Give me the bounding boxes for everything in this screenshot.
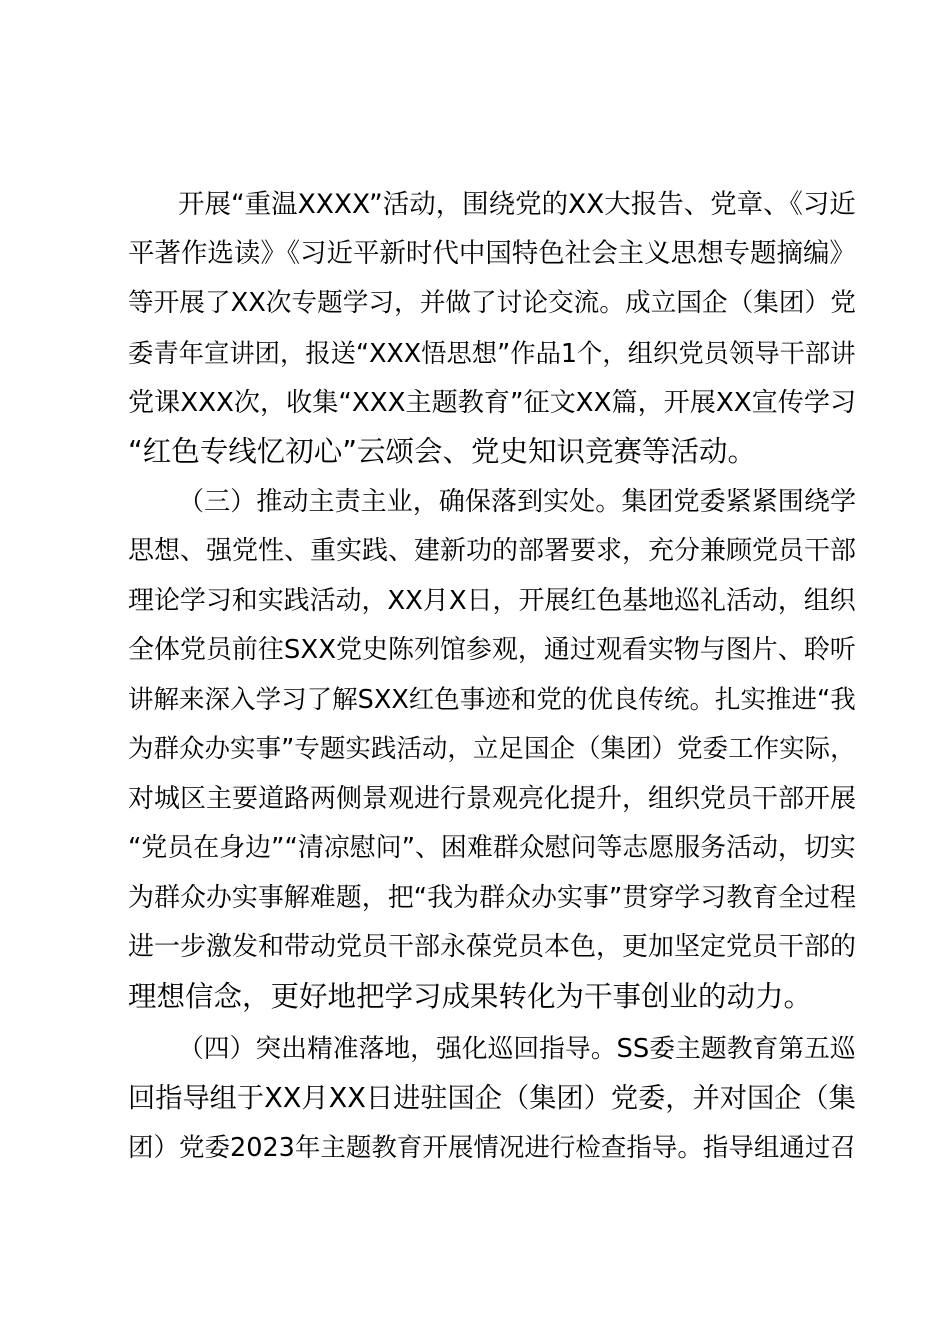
text-line <box>0 724 950 774</box>
line-text: 全体党员前往SXX党史陈列馆参观，通过观看实物与图片、聆听 <box>128 635 856 665</box>
line-text: “红色专线忆初心”云颂会、党史知识竞赛等活动。 <box>128 435 757 468</box>
text-line <box>0 1024 950 1074</box>
text-line <box>0 278 950 328</box>
line-text: 对城区主要道路两侧景观进行景观亮化提升，组织党员干部开展 <box>128 784 857 814</box>
line-text: 进一步激发和带动党员干部永葆党员本色，更加坚定党员干部的 <box>128 932 857 962</box>
text-line <box>0 873 950 923</box>
line-text: 为群众办实事”专题实践活动，立足国企（集团）党委工作实际， <box>128 734 856 764</box>
text-line <box>0 823 950 873</box>
text-line <box>0 972 950 1022</box>
line-text: （四）突出精准落地，强化巡回指导。SS委主题教育第五巡 <box>178 1034 856 1064</box>
line-text: 等开展了XX次专题学习，并做了讨论交流。成立国企（集团）党 <box>128 288 856 318</box>
line-text: 理论学习和实践活动，XX月X日，开展红色基地巡礼活动，组织 <box>128 586 856 616</box>
line-text: 思想、强党性、重实践、建新功的部署要求，充分兼顾党员干部 <box>128 536 857 566</box>
text-line <box>0 1123 950 1173</box>
line-text: 讲解来深入学习了解SXX红色事迹和党的优良传统。扎实推进“我 <box>128 685 856 715</box>
line-text: “党员在身边”“清凉慰问”、困难群众慰问等志愿服务活动，切实 <box>128 833 856 863</box>
text-line <box>0 675 950 725</box>
text-line <box>0 180 950 230</box>
line-text: 理想信念，更好地把学习成果转化为干事创业的动力。 <box>128 980 813 1013</box>
line-text: 团）党委2023年主题教育开展情况进行检查指导。指导组通过召 <box>128 1133 856 1163</box>
text-line <box>0 774 950 824</box>
line-text: 回指导组于XX月XX日进驻国企（集团）党委，并对国企（集 <box>128 1083 856 1114</box>
line-text: 平著作选读》《习近平新时代中国特色社会主义思想专题摘编》 <box>128 238 856 269</box>
text-line <box>0 229 950 279</box>
text-line <box>0 1074 950 1124</box>
text-line <box>0 526 950 576</box>
line-text: （三）推动主责主业，确保落到实处。集团党委紧紧围绕学 <box>178 487 857 517</box>
line-text: 为群众办实事解难题，把“我为群众办实事”贯穿学习教育全过程 <box>128 883 857 913</box>
text-line <box>0 378 950 428</box>
text-line <box>0 328 950 378</box>
line-text: 开展“重温XXXX”活动，围绕党的XX大报告、党章、《习近 <box>178 189 856 220</box>
text-line <box>0 576 950 626</box>
line-text: 党课XXX次，收集“XXX主题教育”征文XX篇，开展XX宣传学习 <box>128 388 857 418</box>
text-line <box>0 625 950 675</box>
text-line <box>0 922 950 972</box>
line-text: 委青年宣讲团，报送“XXX悟思想”作品1个，组织党员领导干部讲 <box>128 338 856 368</box>
text-line <box>0 477 950 527</box>
text-line <box>0 427 950 477</box>
